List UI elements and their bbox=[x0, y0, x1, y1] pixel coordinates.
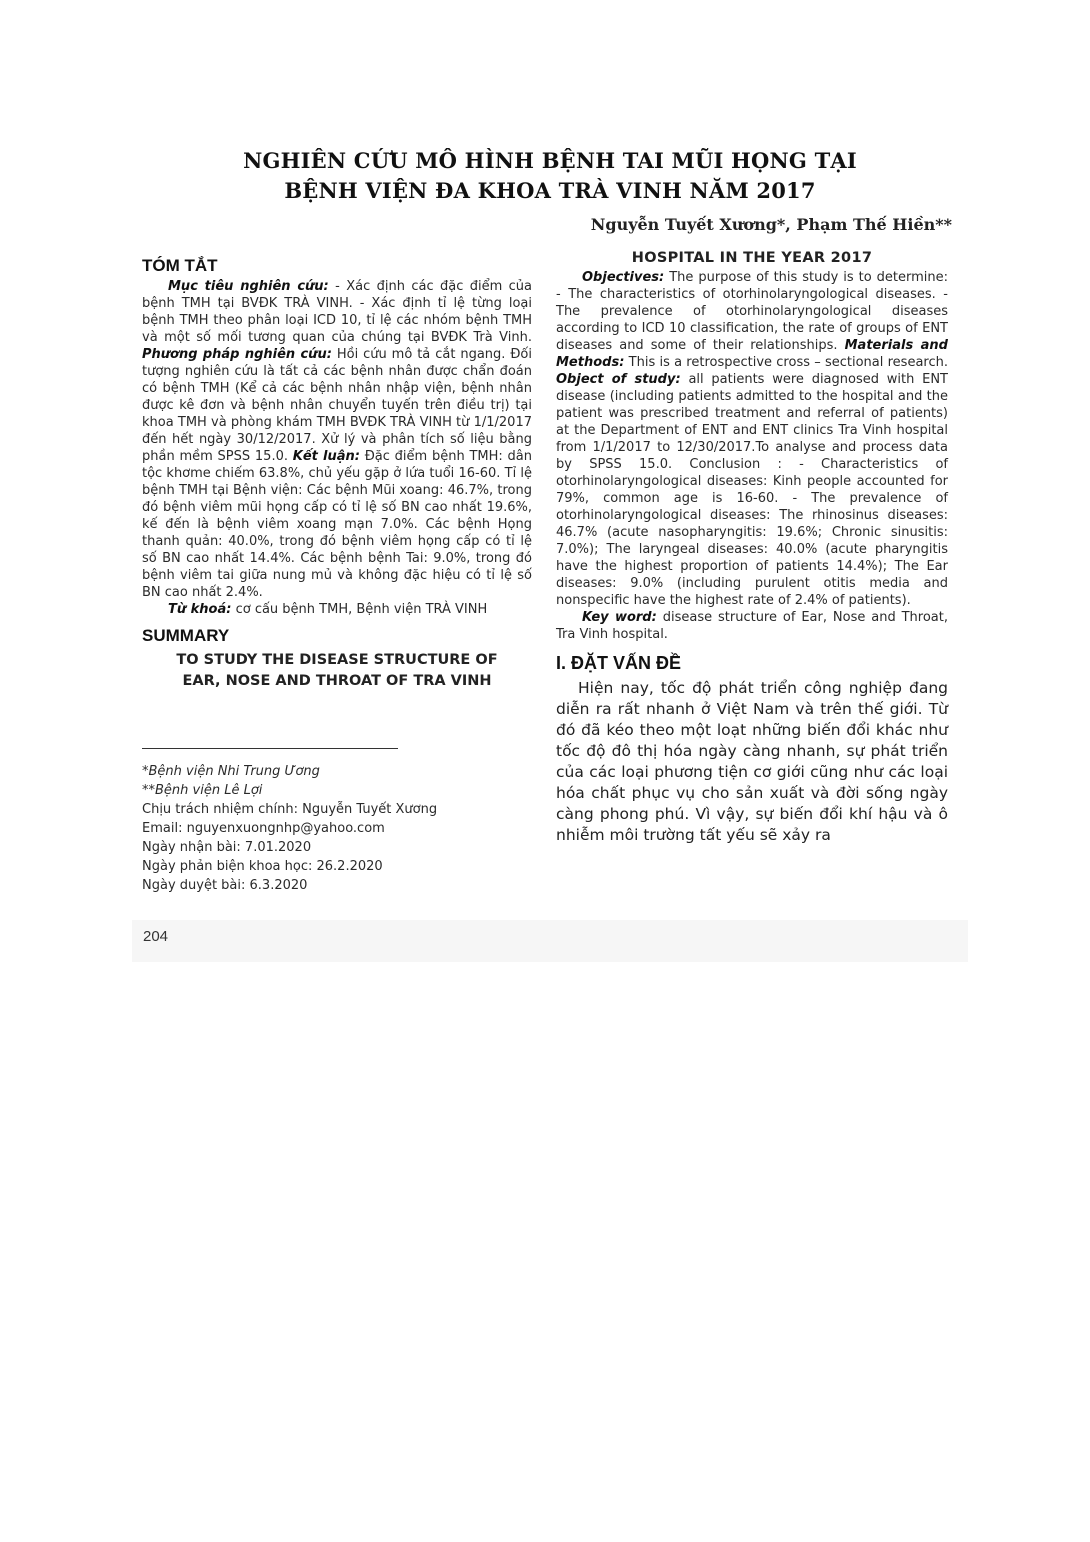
methods-en-text: This is a retrospective cross – sectional research. bbox=[624, 355, 948, 370]
summary-title bbox=[142, 650, 532, 692]
summary-paragraph bbox=[556, 269, 948, 609]
right-column bbox=[556, 248, 948, 846]
methods-vi-text: Hồi cứu mô tả cắt ngang. Đối tượng nghiên cứu là tất cả các bệnh nhân được chẩn đoán có bệnh TMH (Kể cả các bệnh nhân nhập viện, bệnh nhân được kê đơn và bệnh nhân chuyển tuyến trên điều trị) tại khoa TMH và phòng khám TMH BVĐK TRÀ VINH từ 1/1/2017 đến hết ngày 30/12/2017. Xử lý và phân tích số liệu bằng phần mềm SPSS 15.0. bbox=[142, 347, 532, 464]
conclusion-vi-text: Đặc điểm bệnh TMH: dân tộc khơme chiếm 63.8%, chủ yếu gặp ở lứa tuổi 16-60. Tỉ lệ bệnh TMH tại Bệnh viện: Các bệnh Mũi xoang: 46.7%, trong đó bệnh viêm mũi họng cấp có tỉ lệ số BN cao nhất 19.6%, kế đến là bệnh viêm xoang mạn 7.0%. Các bệnh Họng thanh quản: 40.0%, trong đó bệnh viêm họng cấp có tỉ lệ số BN cao nhất 14.4%. Các bệnh bệnh Tai: 9.0%, trong đó bệnh viêm tai giữa nung mủ và không đặc hiệu có tỉ lệ số BN cao nhất 2.4%. bbox=[142, 449, 532, 600]
objectives-vi-keyword: Mục tiêu nghiên cứu: bbox=[168, 279, 329, 294]
footnotes bbox=[142, 762, 522, 895]
abstract-vi-paragraph bbox=[142, 278, 532, 601]
keywords-en bbox=[556, 609, 948, 643]
summary-title-line-3: HOSPITAL IN THE YEAR 2017 bbox=[631, 250, 873, 266]
abstract-vi-heading: TÓM TẮT bbox=[142, 256, 218, 275]
object-of-study-text: all patients were diagnosed with ENT disease (including patients admitted to the hospital and the patient was prescribed treatment and referral of patients) at the Department of ENT and ENT clinics Tra Vinh hospital from 1/1/2017 to 12/30/2017.To analyse and process data by SPSS 15.0. Conclusion : - Characteristics of otorhinolaryngological diseases: Kinh people accounted for 79%, common age is 16-60. - The prevalence of otorhinolaryngological diseases: The rhinosinus diseases: 46.7% (acute nasopharyngitis: 19.6%; Chronic sinusitis: 7.0%); The laryngeal diseases: 40.0% (acute pharyngitis have the highest proportion of patients 14.4%); The Ear diseases: 9.0% (including purulent otitis media and nonspecific have the highest rate of 2.4% of patients). bbox=[556, 372, 949, 608]
methods-en-keyword: Materials and Methods: bbox=[556, 338, 948, 370]
keywords-vi-label: Từ khoá: bbox=[168, 602, 232, 617]
conclusion-vi-keyword: Kết luận: bbox=[292, 449, 360, 464]
summary-heading: SUMMARY bbox=[142, 626, 230, 645]
date-reviewed: Ngày phản biện khoa học: 26.2.2020 bbox=[142, 859, 383, 874]
object-of-study-keyword: Object of study: bbox=[556, 372, 681, 387]
objectives-en-keyword: Objectives: bbox=[582, 270, 665, 285]
objectives-en-text: The purpose of this study is to determine: - The characteristics of otorhinolaryngological diseases. -The prevalence of otorhinolaryngological diseases according to ICD 10 classification, the rate of groups of ENT diseases and some of their relationships. bbox=[556, 270, 948, 353]
responsible-author: Chịu trách nhiệm chính: Nguyễn Tuyết Xương bbox=[142, 802, 438, 817]
authors: Nguyễn Tuyết Xương*, Phạm Thế Hiền** bbox=[590, 215, 952, 234]
summary-title-line-1: TO STUDY THE DISEASE STRUCTURE OF bbox=[176, 652, 498, 668]
introduction-section bbox=[556, 653, 948, 846]
keywords-en-text: disease structure of Ear, Nose and Throat, Tra Vinh hospital. bbox=[556, 610, 948, 642]
article-title bbox=[200, 146, 900, 206]
keywords-vi-text: cơ cấu bệnh TMH, Bệnh viện TRÀ VINH bbox=[231, 602, 488, 617]
contact-email: Email: nguyenxuongnhp@yahoo.com bbox=[142, 821, 385, 836]
page-number: 204 bbox=[143, 928, 169, 945]
article-title-line-1: NGHIÊN CỨU MÔ HÌNH BỆNH TAI MŨI HỌNG TẠI bbox=[243, 148, 857, 173]
summary-title-line-2: EAR, NOSE AND THROAT OF TRA VINH bbox=[182, 673, 492, 689]
methods-vi-keyword: Phương pháp nghiên cứu: bbox=[142, 347, 332, 362]
left-column bbox=[142, 248, 532, 692]
objectives-vi-text: - Xác định các đặc điểm của bệnh TMH tại BVĐK TRÀ VINH. - Xác định tỉ lệ từng loại bệnh TMH theo phân loại ICD 10, tỉ lệ các nhóm bệnh TMH và một số mối tương quan của chúng tại BVĐK Trà Vinh. bbox=[142, 279, 533, 345]
article-title-line-2: BỆNH VIỆN ĐA KHOA TRÀ VINH NĂM 2017 bbox=[284, 178, 816, 203]
keywords-vi bbox=[142, 601, 532, 618]
keywords-en-label: Key word: bbox=[582, 610, 657, 625]
date-received: Ngày nhận bài: 7.01.2020 bbox=[142, 840, 312, 855]
affiliation-2: **Bệnh viện Lê Lợi bbox=[142, 783, 263, 798]
introduction-heading: I. ĐẶT VẤN ĐỀ bbox=[556, 653, 682, 673]
footnote-divider bbox=[142, 748, 398, 749]
introduction-text: Hiện nay, tốc độ phát triển công nghiệp đang diễn ra rất nhanh ở Việt Nam và trên thế giới. Từ đó đã kéo theo một loạt những biến đổi khác như tốc độ đô thị hóa ngày càng nhanh, sự phát triển của các loại phương tiện cơ giới cũng như các loại hóa chất phục vụ cho sản xuất và đời sống ngày càng phong phú. Vì vậy, sự biến đổi khí hậu và ô nhiễm môi trường tất yếu sẽ xảy ra bbox=[556, 679, 948, 844]
date-approved: Ngày duyệt bài: 6.3.2020 bbox=[142, 878, 308, 893]
affiliation-1: *Bệnh viện Nhi Trung Ương bbox=[142, 764, 320, 779]
page-footer-band bbox=[132, 920, 968, 962]
